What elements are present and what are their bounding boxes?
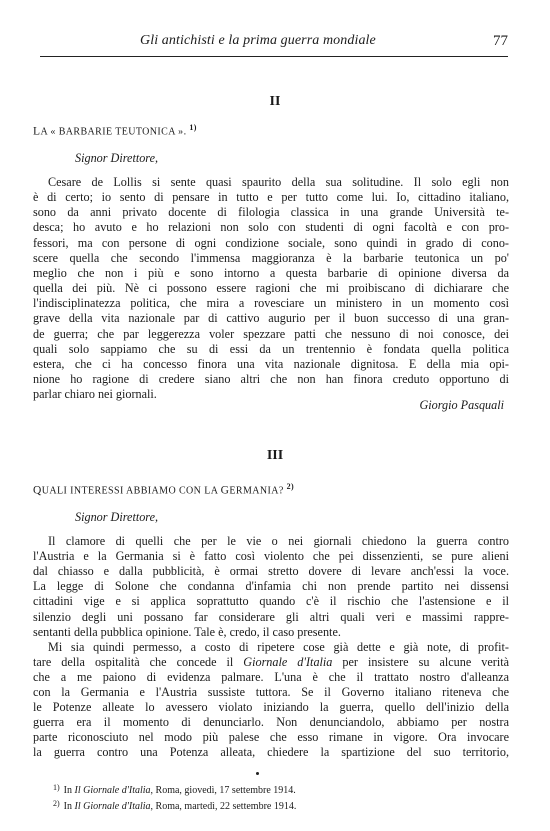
heading-part: Q <box>33 484 42 497</box>
footnote: $^{1)}$ In Il Giornale d'Italia, Roma, giovedì, 17 settembre 1914. <box>53 783 296 796</box>
body-line: desca; ho avuto e ho relazioni non solo con studenti di ogni facoltà e con pro- <box>33 220 509 235</box>
running-head <box>40 33 508 55</box>
footnote: $^{2)}$ In Il Giornale d'Italia, Roma, martedì, 22 settembre 1914. <box>53 799 297 812</box>
body-line: La legge di Solone che condanna d'infamia chi non prende partito nei dissensi <box>33 579 509 594</box>
footnote-ref-2: 2) <box>286 482 295 491</box>
body-line: scere quella che secondo l'immensa maggioranza è la barbarie teutonica un po' <box>33 250 509 265</box>
heading-part: ERMANIA? <box>229 485 284 497</box>
body-line: è di certo; io sento di pensare in tutto e per tutto come lui. Io, cittadino italiano, <box>33 190 509 205</box>
heading-text: A « BARBARIE TEUTONICA ». <box>40 126 187 138</box>
body-line: l'Austria e la Germania si è fatto così violento che pei dissenzienti, se pure alieni <box>33 549 509 564</box>
body-line: meglio che non i più e sono intorno a questa barbarie di opinione diversa da <box>33 265 509 280</box>
body-line: guerra era il momento di denunciarlo. Non denunciandolo, abbiamo per nostra <box>33 715 509 730</box>
body-line: parte riconosciuto nel modo più palese che esso rimane in vigore. Ora invocare <box>33 730 509 745</box>
body-line: sono da anni privato docente di filologia classica in una grande Università te- <box>33 205 509 220</box>
heading-part: G <box>220 484 230 497</box>
footnote-ref-1: 1) <box>189 123 197 132</box>
body-line: parlar chiaro nei giornali. <box>33 387 157 402</box>
heading-part: UALI INTERESSI ABBIAMO CON LA <box>41 485 221 497</box>
signature: Giorgio Pasquali <box>419 398 504 412</box>
body-line: nione ho ragione di credere siano altri che non han finora creduto opportuno di <box>33 371 509 386</box>
body-line: quella dei più. Nè ci possono essere ragioni che mi proibiscano di dichiarare che <box>33 281 509 296</box>
section-number-ii: II <box>269 94 281 109</box>
body-line: Il clamore di quelli che per le vie o nei giornali chiedono la guerra contro <box>48 534 509 548</box>
body-line: quali solo sappiamo che su di essi da un trentennio è fondata quella politica <box>33 341 509 356</box>
header-rule <box>40 56 508 57</box>
salutation-ii: Signor Direttore, <box>75 151 159 165</box>
body-line: dal chiasso e dalla pubblicità, è ormai stretto dovere di levare anch'essi la voce. <box>33 564 509 579</box>
running-title: Gli antichisti e la prima guerra mondiale <box>140 33 376 48</box>
body-line: che a me paiono di evidenza palmare. L'una è che il trattato nostro d'alleanza <box>33 669 509 684</box>
body-line: silenzio degli uni possano far considerare gli altri quali veri e massimi rappre- <box>33 609 509 624</box>
footnote-number: 2) <box>53 799 60 808</box>
body-line: con la Germania e l'Austria sussiste tuttora. Se il Governo italiano riteneva che <box>33 685 509 699</box>
footnote-number: 1) <box>53 783 60 792</box>
section-heading-iii <box>33 482 294 496</box>
body-line: fessori, ma con persone di ogni condizione sociale, sono quindi in grado di cono- <box>33 235 509 250</box>
body-line: Mi sia quindi permesso, a costo di ripetere cose già dette e già note, di profit- <box>48 639 509 654</box>
body-line: grave della vita nazionale par di cattivo augurio per il buon successo di una gran- <box>33 311 509 326</box>
body-line: la guerra contro una Potenza alleata, chiedere la spartizione del suo territorio, <box>33 745 509 760</box>
body-line: sentanti della pubblica opinione. Tale è, credo, il caso presente. <box>33 624 341 639</box>
salutation-iii: Signor Direttore, <box>75 510 159 524</box>
body-line: tare della ospitalità che concede il Giornale d'Italia per insistere su alcune verità <box>33 654 509 669</box>
body-line: de guerra; che par leggerezza voler spezzare patti che nessuno di noi conosce, dei <box>33 326 509 341</box>
body-line: l'indisciplinatezza politica, che mira a rovesciare un ministero in un momento così <box>33 296 509 311</box>
section-number-iii: III <box>266 448 284 463</box>
footnote-separator <box>256 772 259 775</box>
section-heading-ii <box>33 123 197 137</box>
body-line: Cesare de Lollis si sente quasi spaurito della sua solitudine. Il solo egli non <box>48 175 509 189</box>
heading-initial: L <box>33 125 41 138</box>
body-line: le Potenze alleate lo avessero violato iniziando la guerra, quello dell'inizio della <box>33 700 509 715</box>
body-line: cittadini vige e si applica soprattutto quando c'è il rischio che l'astensione e il <box>33 594 509 609</box>
body-line: estera, che ci ha concesso finora una vita nazionale dignitosa. E della mia opi- <box>33 356 509 371</box>
page-number: 77 <box>493 33 508 49</box>
